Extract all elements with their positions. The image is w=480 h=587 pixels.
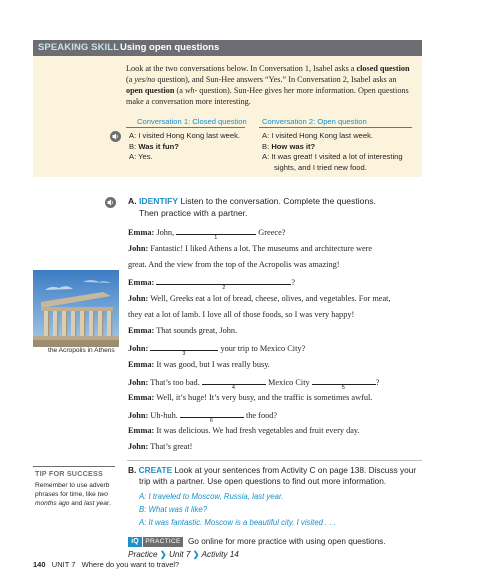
iq-badge: iQ (128, 537, 142, 547)
tip-rule (33, 466, 115, 467)
conv2-line-2: B: How was it? (262, 141, 316, 151)
answer-blank-6[interactable]: 6 (180, 409, 244, 418)
dialogue-line-1: Emma: John, 1 Greece? (128, 228, 286, 241)
column-1-rule (126, 127, 245, 128)
conv1-line-3: A: Yes. (129, 152, 153, 161)
activity-letter: A. (128, 196, 137, 206)
dialogue-line-5: Emma: That sounds great, John. (128, 326, 238, 335)
dialogue-line-4: John: Well, Greeks eat a lot of bread, cheese, olives, and vegetables. For meat, (128, 294, 391, 303)
tip-title: TIP FOR SUCCESS (35, 469, 103, 478)
skill-tag: SPEAKING SKILL (38, 42, 120, 53)
speaking-skill-box (33, 40, 422, 177)
conv2-line-1: A: I visited Hong Kong last week. (262, 131, 374, 140)
activity-b (128, 465, 423, 528)
dialogue-line-11: Emma: It was delicious. We had fresh vegetables and fruit every day. (128, 426, 360, 435)
example-line-2: B: What was it like? (139, 505, 208, 514)
answer-blank-5[interactable]: 5 (312, 376, 376, 385)
skill-title: Using open questions (120, 42, 220, 53)
activity-a-instructions: A. IDENTIFY Listen to the conversation. Complete the questions. Then practice with a partner. (128, 196, 376, 218)
dialogue-line-8: John: That’s too bad. 4 Mexico City 5 ? (128, 378, 380, 391)
conv2-line-3: A: It was great! I visited a lot of interesting (262, 152, 403, 161)
dialogue-line-3: Emma: 2 ? (128, 278, 296, 291)
dialogue-line-2: John: Fantastic! I liked Athens a lot. The museums and architecture were (128, 244, 373, 253)
dialogue-line-6: John: 3 your trip to Mexico City? (128, 344, 306, 357)
activity-b-examples (128, 491, 423, 528)
tip-body: Remember to use adverb phrases for time, like two months ago and last year. (35, 482, 111, 507)
conv2-line-4: sights, and I tried new food. (274, 162, 367, 172)
dialogue-line-2b: great. And the view from the top of the Acropolis was amazing! (128, 260, 340, 269)
example-line-3: A: It was fantastic. Moscow is a beautiful city. I visited . . . (139, 518, 337, 527)
iq-practice-label: PRACTICE (143, 537, 183, 547)
answer-blank-1[interactable]: 1 (176, 226, 256, 235)
activity-keyword: CREATE (138, 465, 173, 475)
photo-caption: the Acropolis in Athens (48, 347, 115, 354)
dialogue-line-9: Emma: Well, it’s huge! It’s very busy, and the traffic is sometimes awful. (128, 393, 373, 402)
conversation-1 (129, 131, 254, 163)
activity-keyword: IDENTIFY (138, 196, 179, 206)
conversation-2 (262, 131, 417, 173)
page-number: 140 (33, 560, 46, 569)
answer-blank-2[interactable]: 2 (156, 276, 291, 285)
iq-text: Go online for more practice with using open questions. (188, 537, 386, 546)
conversation-1-heading: Conversation 1: Closed question (137, 117, 247, 126)
audio-speaker-icon[interactable] (105, 197, 116, 208)
conv1-line-2: B: Was it fun? (129, 141, 179, 151)
unit-label: UNIT 7 (51, 560, 76, 569)
answer-blank-4[interactable]: 4 (202, 376, 266, 385)
acropolis-photo (33, 270, 119, 347)
dialogue-line-4b: they eat a lot of lamb. I love all of those foods, so I was very happy! (128, 310, 355, 319)
skill-intro: Look at the two conversations below. In Conversation 1, Isabel asks a closed question (a yes/no question), and Sun-Hee answers “Yes.” In Conversation 2, Isabel asks an open question (a wh- question). Sun-Hee gives her more information. Open questions make a conversation more interesting. (126, 64, 410, 106)
dialogue-line-12: John: That’s great! (128, 442, 193, 451)
audio-speaker-icon[interactable] (110, 131, 121, 142)
activity-b-rule (127, 460, 422, 461)
dialogue-line-10: John: Uh-huh. 6 the food? (128, 411, 278, 424)
answer-blank-3[interactable]: 3 (150, 342, 218, 351)
example-line-1: A: I traveled to Moscow, Russia, last year. (139, 492, 284, 501)
column-2-rule (259, 127, 412, 128)
conversation-2-heading: Conversation 2: Open question (262, 117, 367, 126)
iq-path[interactable]: Practice ❯ Unit 7 ❯ Activity 14 (128, 550, 239, 559)
page-footer (33, 560, 179, 569)
conv1-line-1: A: I visited Hong Kong last week. (129, 131, 241, 140)
unit-title: Where do you want to travel? (81, 560, 180, 569)
dialogue-line-7: Emma: It was good, but I was really busy. (128, 360, 270, 369)
activity-b-instructions: B. CREATE Look at your sentences from Activity C on page 138. Discuss your trip with a partner. Use open questions to find out more information. (128, 465, 417, 486)
